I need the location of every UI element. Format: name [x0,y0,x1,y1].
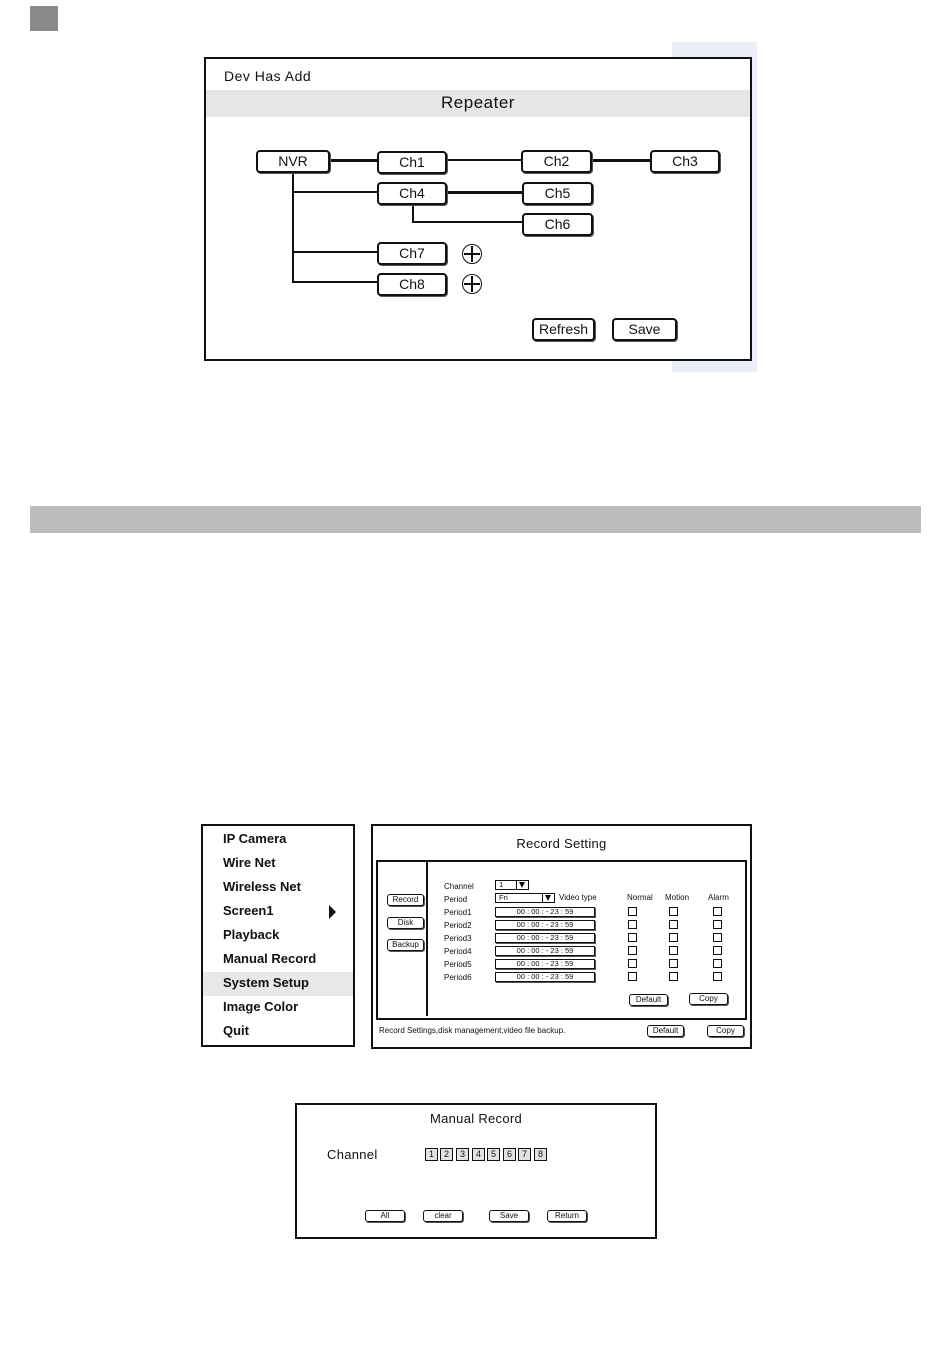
wire-ch2-ch3 [591,159,651,162]
menu-item-ip-camera[interactable] [203,828,353,852]
menu-item-label: Image Color [223,999,299,1014]
menu-item-label: Quit [223,1023,249,1038]
channel-checkbox[interactable]: 3 [456,1148,469,1161]
period-row-label: Period4 [444,947,472,956]
alarm-checkbox[interactable] [713,907,722,916]
period-value: Fri [499,893,508,902]
channel-checkbox[interactable]: 8 [534,1148,547,1161]
dialog-title: Repeater [441,93,515,112]
menu-item-label: Manual Record [223,951,317,966]
menu-item-system-setup[interactable] [203,972,353,996]
motion-checkbox[interactable] [669,920,678,929]
alarm-checkbox[interactable] [713,933,722,942]
node-ch5[interactable]: Ch5 [522,182,593,205]
period-time-field[interactable]: 00 : 00 : - 23 : 59 [495,920,595,930]
menu-item-screen1[interactable] [203,900,353,924]
node-ch6[interactable]: Ch6 [522,213,593,236]
record-setting-dialog [371,824,752,1049]
wire-ch1-ch2 [446,159,522,161]
node-ch2[interactable]: Ch2 [521,150,592,173]
menu-item-label: Screen1 [223,903,274,918]
submenu-arrow-icon [329,905,336,919]
panel-divider [426,860,428,1016]
node-ch1[interactable]: Ch1 [377,151,447,174]
clear-button[interactable]: clear [423,1210,463,1222]
channel-checkbox[interactable]: 6 [503,1148,516,1161]
menu-item-quit[interactable] [203,1020,353,1044]
wire-ch4-ch5 [446,191,522,194]
normal-checkbox[interactable] [628,907,637,916]
channel-checkbox[interactable]: 4 [472,1148,485,1161]
return-button[interactable]: Return [547,1210,587,1222]
manual-record-dialog [295,1103,657,1239]
video-type-label: Video type [559,893,597,902]
menu-item-wire-net[interactable] [203,852,353,876]
footer-default-button[interactable]: Default [647,1025,684,1037]
channel-value: 1 [499,880,504,889]
node-ch7[interactable]: Ch7 [377,242,447,265]
channel-checkbox[interactable]: 7 [518,1148,531,1161]
node-ch3[interactable]: Ch3 [650,150,720,173]
period-time-field[interactable]: 00 : 00 : - 23 : 59 [495,946,595,956]
save-button[interactable]: Save [612,318,677,341]
main-menu [201,824,355,1047]
node-ch4[interactable]: Ch4 [377,182,447,205]
node-ch8[interactable]: Ch8 [377,273,447,296]
normal-checkbox[interactable] [628,972,637,981]
alarm-checkbox[interactable] [713,972,722,981]
alarm-checkbox[interactable] [713,920,722,929]
dropdown-arrow-icon [542,894,554,902]
wire-trunk-ch8 [292,281,378,283]
menu-item-manual-record[interactable] [203,948,353,972]
menu-item-playback[interactable] [203,924,353,948]
menu-item-label: Wire Net [223,855,276,870]
dev-has-add-label: Dev Has Add [224,68,312,84]
save-button[interactable]: Save [489,1210,529,1222]
menu-item-label: IP Camera [223,831,287,846]
menu-item-image-color[interactable] [203,996,353,1020]
channel-checkbox[interactable]: 5 [487,1148,500,1161]
wire-nvr-trunk [292,172,294,283]
default-button[interactable]: Default [629,994,668,1006]
menu-item-label: Playback [223,927,280,942]
wire-ch4-drop [412,204,414,222]
motion-checkbox[interactable] [669,907,678,916]
period-label: Period [444,895,468,904]
backup-tab-button[interactable]: Backup [387,939,424,951]
channel-label: Channel [444,882,474,891]
wire-trunk-ch4 [292,191,378,193]
footer-copy-button[interactable]: Copy [707,1025,744,1037]
channel-checkbox[interactable]: 2 [440,1148,453,1161]
alarm-checkbox[interactable] [713,946,722,955]
normal-checkbox[interactable] [628,946,637,955]
wire-ch4-ch6 [412,221,522,223]
repeater-dialog [204,57,752,361]
normal-checkbox[interactable] [628,959,637,968]
menu-item-label: System Setup [223,975,309,990]
alarm-checkbox[interactable] [713,959,722,968]
dialog-title: Manual Record [429,1111,523,1126]
add-ch8-plus-icon[interactable] [462,274,482,294]
channel-checkbox[interactable]: 1 [425,1148,438,1161]
period-row-label: Period6 [444,973,472,982]
motion-checkbox[interactable] [669,972,678,981]
section-divider-bar [30,506,921,533]
col-motion-header: Motion [665,893,690,902]
period-select[interactable] [495,893,555,903]
motion-checkbox[interactable] [669,946,678,955]
period-row-label: Period5 [444,960,472,969]
period-time-field[interactable]: 00 : 00 : - 23 : 59 [495,907,595,917]
period-time-field[interactable]: 00 : 00 : - 23 : 59 [495,959,595,969]
disk-tab-button[interactable]: Disk [387,917,424,929]
add-ch7-plus-icon[interactable] [462,244,482,264]
period-row-label: Period3 [444,934,472,943]
period-row-label: Period1 [444,908,472,917]
footer-description: Record Settings,disk management,video file backup. [379,1026,566,1035]
period-row-label: Period2 [444,921,472,930]
wire-nvr-ch1 [328,159,377,162]
period-time-field[interactable]: 00 : 00 : - 23 : 59 [495,972,595,982]
col-normal-header: Normal [627,893,653,902]
node-nvr[interactable]: NVR [256,150,330,173]
period-time-field[interactable]: 00 : 00 : - 23 : 59 [495,933,595,943]
all-button[interactable]: All [365,1210,405,1222]
record-tab-button[interactable]: Record [387,894,424,906]
section-marker [30,6,58,31]
channel-select[interactable] [495,880,529,890]
menu-item-label: Wireless Net [223,879,301,894]
channel-label: Channel [327,1147,378,1162]
dropdown-arrow-icon [516,881,528,889]
normal-checkbox[interactable] [628,920,637,929]
motion-checkbox[interactable] [669,933,678,942]
menu-item-wireless-net[interactable] [203,876,353,900]
col-alarm-header: Alarm [708,893,729,902]
normal-checkbox[interactable] [628,933,637,942]
motion-checkbox[interactable] [669,959,678,968]
wire-trunk-ch7 [292,251,378,253]
refresh-button[interactable]: Refresh [532,318,595,341]
dialog-title: Record Setting [516,836,607,851]
copy-button[interactable]: Copy [689,993,728,1005]
